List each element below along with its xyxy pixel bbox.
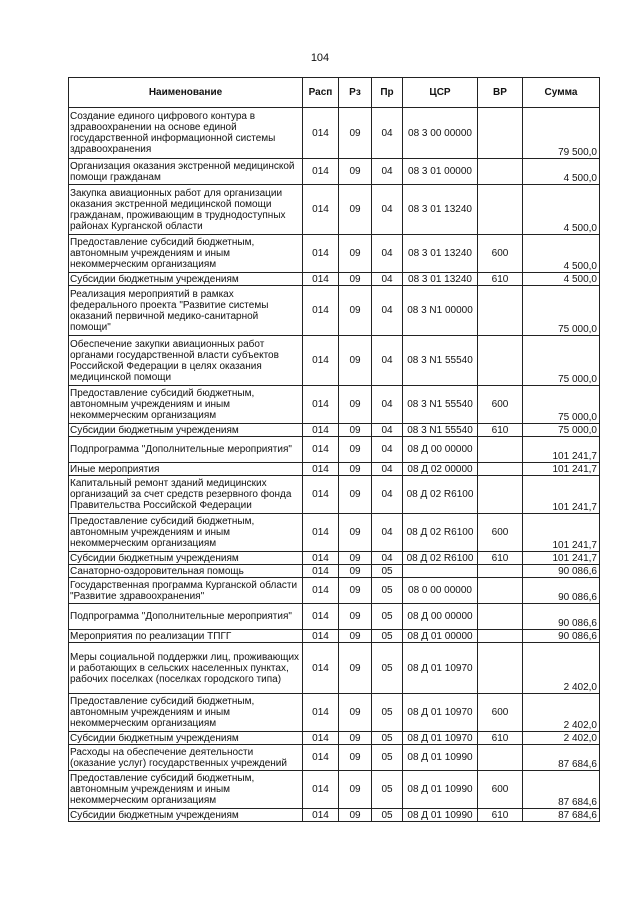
row-vr: 610	[478, 809, 523, 822]
row-name: Предоставление субсидий бюджетным, автономным учреждениям и иным некоммерческим организациям	[69, 235, 303, 273]
row-rasp: 014	[303, 386, 339, 424]
table-row	[69, 732, 600, 745]
row-rz: 09	[339, 273, 372, 286]
row-rz: 09	[339, 604, 372, 630]
row-vr	[478, 159, 523, 185]
row-sum: 87 684,6	[523, 809, 600, 822]
row-name: Капитальный ремонт зданий медицинских организаций за счет средств резервного фонда Правительства Российской Федерации	[69, 476, 303, 514]
row-rasp: 014	[303, 235, 339, 273]
row-pr: 04	[372, 437, 403, 463]
row-pr: 05	[372, 643, 403, 694]
row-rasp: 014	[303, 336, 339, 386]
row-pr: 05	[372, 565, 403, 578]
table-row	[69, 514, 600, 552]
table-row	[69, 185, 600, 235]
row-rz: 09	[339, 235, 372, 273]
row-csr: 08 Д 02 R6100	[403, 514, 478, 552]
row-csr: 08 3 N1 55540	[403, 336, 478, 386]
table-row	[69, 552, 600, 565]
table-row	[69, 437, 600, 463]
row-sum: 101 241,7	[523, 552, 600, 565]
row-sum: 4 500,0	[523, 185, 600, 235]
row-rasp: 014	[303, 604, 339, 630]
row-csr: 08 3 N1 55540	[403, 424, 478, 437]
row-rasp: 014	[303, 286, 339, 336]
row-vr	[478, 578, 523, 604]
row-csr: 08 3 01 13240	[403, 185, 478, 235]
row-rz: 09	[339, 732, 372, 745]
row-csr: 08 Д 00 00000	[403, 437, 478, 463]
row-csr: 08 3 01 13240	[403, 235, 478, 273]
row-csr: 08 Д 01 10990	[403, 771, 478, 809]
row-rz: 09	[339, 694, 372, 732]
row-vr	[478, 437, 523, 463]
row-sum: 75 000,0	[523, 286, 600, 336]
row-csr: 08 3 00 00000	[403, 108, 478, 159]
row-csr: 08 Д 02 00000	[403, 463, 478, 476]
row-pr: 04	[372, 185, 403, 235]
row-sum: 75 000,0	[523, 386, 600, 424]
row-vr	[478, 185, 523, 235]
header-name: Наименование	[69, 78, 303, 108]
row-csr: 08 Д 01 10970	[403, 643, 478, 694]
header-row	[69, 78, 600, 108]
table-row	[69, 604, 600, 630]
row-sum: 87 684,6	[523, 771, 600, 809]
row-rz: 09	[339, 185, 372, 235]
row-sum: 2 402,0	[523, 694, 600, 732]
row-sum: 90 086,6	[523, 565, 600, 578]
row-name: Предоставление субсидий бюджетным, автономным учреждениям и иным некоммерческим организациям	[69, 694, 303, 732]
row-sum: 4 500,0	[523, 273, 600, 286]
row-csr: 08 Д 00 00000	[403, 604, 478, 630]
row-csr: 08 0 00 00000	[403, 578, 478, 604]
header-pr: Пр	[372, 78, 403, 108]
row-csr: 08 Д 01 00000	[403, 630, 478, 643]
row-vr: 610	[478, 273, 523, 286]
row-pr: 05	[372, 732, 403, 745]
row-rz: 09	[339, 809, 372, 822]
row-vr	[478, 476, 523, 514]
row-name: Реализация мероприятий в рамках федерального проекта "Развитие системы оказаний первичной медико-санитарной помощи"	[69, 286, 303, 336]
row-name: Государственная программа Курганской области "Развитие здравоохранения"	[69, 578, 303, 604]
row-pr: 04	[372, 235, 403, 273]
row-sum: 4 500,0	[523, 235, 600, 273]
row-name: Организация оказания экстренной медицинской помощи гражданам	[69, 159, 303, 185]
row-name: Обеспечение закупки авиационных работ органами государственной власти субъектов Российской Федерации в целях оказания медицинской помощи	[69, 336, 303, 386]
row-sum: 90 086,6	[523, 578, 600, 604]
header-vr: ВР	[478, 78, 523, 108]
table-row	[69, 694, 600, 732]
row-name: Закупка авиационных работ для организации оказания экстренной медицинской помощи гражданам, проживающим в труднодоступных районах Курганской области	[69, 185, 303, 235]
page-number: 104	[310, 52, 330, 64]
row-name: Субсидии бюджетным учреждениям	[69, 424, 303, 437]
row-rasp: 014	[303, 552, 339, 565]
row-rasp: 014	[303, 694, 339, 732]
row-rz: 09	[339, 108, 372, 159]
row-rasp: 014	[303, 745, 339, 771]
row-pr: 04	[372, 424, 403, 437]
row-pr: 05	[372, 694, 403, 732]
header-rasp: Расп	[303, 78, 339, 108]
row-name: Субсидии бюджетным учреждениям	[69, 732, 303, 745]
row-rz: 09	[339, 437, 372, 463]
table-row	[69, 424, 600, 437]
row-rz: 09	[339, 476, 372, 514]
table-row	[69, 643, 600, 694]
table-row	[69, 273, 600, 286]
row-vr	[478, 286, 523, 336]
row-rz: 09	[339, 552, 372, 565]
row-name: Подпрограмма "Дополнительные мероприятия"	[69, 604, 303, 630]
row-vr	[478, 463, 523, 476]
row-name: Меры социальной поддержки лиц, проживающих и работающих в сельских населенных пунктах, рабочих поселках (поселках городского типа)	[69, 643, 303, 694]
row-name: Субсидии бюджетным учреждениям	[69, 273, 303, 286]
row-rz: 09	[339, 386, 372, 424]
row-name: Санаторно-оздоровительная помощь	[69, 565, 303, 578]
row-vr	[478, 630, 523, 643]
row-rasp: 014	[303, 476, 339, 514]
row-sum: 75 000,0	[523, 336, 600, 386]
header-csr: ЦСР	[403, 78, 478, 108]
row-name: Иные мероприятия	[69, 463, 303, 476]
row-vr: 600	[478, 514, 523, 552]
row-rasp: 014	[303, 565, 339, 578]
row-vr: 600	[478, 386, 523, 424]
row-sum: 4 500,0	[523, 159, 600, 185]
row-rasp: 014	[303, 578, 339, 604]
table-row	[69, 745, 600, 771]
row-rz: 09	[339, 771, 372, 809]
row-name: Предоставление субсидий бюджетным, автономным учреждениям и иным некоммерческим организациям	[69, 514, 303, 552]
table-row	[69, 336, 600, 386]
row-sum: 101 241,7	[523, 514, 600, 552]
row-sum: 90 086,6	[523, 630, 600, 643]
table-row	[69, 286, 600, 336]
table-body	[69, 108, 600, 822]
row-csr: 08 3 01 13240	[403, 273, 478, 286]
row-rz: 09	[339, 630, 372, 643]
row-rasp: 014	[303, 809, 339, 822]
row-pr: 05	[372, 771, 403, 809]
row-csr: 08 Д 01 10990	[403, 745, 478, 771]
table-row	[69, 771, 600, 809]
row-rasp: 014	[303, 437, 339, 463]
row-csr: 08 Д 02 R6100	[403, 476, 478, 514]
row-vr	[478, 108, 523, 159]
row-csr: 08 3 N1 55540	[403, 386, 478, 424]
row-sum: 75 000,0	[523, 424, 600, 437]
row-name: Субсидии бюджетным учреждениям	[69, 809, 303, 822]
table-row	[69, 386, 600, 424]
row-vr: 610	[478, 732, 523, 745]
row-pr: 04	[372, 336, 403, 386]
header-rz: Рз	[339, 78, 372, 108]
table-row	[69, 463, 600, 476]
row-rz: 09	[339, 578, 372, 604]
row-name: Субсидии бюджетным учреждениям	[69, 552, 303, 565]
row-csr	[403, 565, 478, 578]
row-csr: 08 Д 01 10970	[403, 732, 478, 745]
row-pr: 05	[372, 604, 403, 630]
row-vr: 600	[478, 694, 523, 732]
row-sum: 87 684,6	[523, 745, 600, 771]
row-rasp: 014	[303, 514, 339, 552]
row-rz: 09	[339, 159, 372, 185]
table-row	[69, 578, 600, 604]
table-row	[69, 159, 600, 185]
row-name: Подпрограмма "Дополнительные мероприятия"	[69, 437, 303, 463]
row-vr	[478, 604, 523, 630]
row-rasp: 014	[303, 732, 339, 745]
row-rasp: 014	[303, 424, 339, 437]
row-rz: 09	[339, 745, 372, 771]
table-row	[69, 630, 600, 643]
table-row	[69, 235, 600, 273]
table-row	[69, 476, 600, 514]
row-name: Предоставление субсидий бюджетным, автономным учреждениям и иным некоммерческим организациям	[69, 771, 303, 809]
row-pr: 04	[372, 286, 403, 336]
row-pr: 04	[372, 552, 403, 565]
row-vr: 600	[478, 235, 523, 273]
row-pr: 05	[372, 745, 403, 771]
row-vr: 600	[478, 771, 523, 809]
row-sum: 79 500,0	[523, 108, 600, 159]
row-sum: 101 241,7	[523, 463, 600, 476]
row-csr: 08 3 01 00000	[403, 159, 478, 185]
row-sum: 101 241,7	[523, 437, 600, 463]
header-sum: Сумма	[523, 78, 600, 108]
row-pr: 04	[372, 463, 403, 476]
row-rz: 09	[339, 565, 372, 578]
row-pr: 04	[372, 514, 403, 552]
row-rz: 09	[339, 643, 372, 694]
row-sum: 2 402,0	[523, 732, 600, 745]
row-pr: 04	[372, 108, 403, 159]
row-rz: 09	[339, 463, 372, 476]
row-name: Предоставление субсидий бюджетным, автономным учреждениям и иным некоммерческим организациям	[69, 386, 303, 424]
row-name: Расходы на обеспечение деятельности (оказание услуг) государственных учреждений	[69, 745, 303, 771]
row-rasp: 014	[303, 630, 339, 643]
row-rasp: 014	[303, 771, 339, 809]
row-vr	[478, 565, 523, 578]
row-vr	[478, 745, 523, 771]
row-name: Создание единого цифрового контура в здравоохранении на основе единой государственной информационной системы здравоохранения	[69, 108, 303, 159]
row-rz: 09	[339, 336, 372, 386]
row-pr: 04	[372, 159, 403, 185]
row-vr	[478, 336, 523, 386]
row-pr: 04	[372, 273, 403, 286]
row-csr: 08 Д 02 R6100	[403, 552, 478, 565]
row-pr: 05	[372, 578, 403, 604]
row-pr: 05	[372, 809, 403, 822]
row-name: Мероприятия по реализации ТПГГ	[69, 630, 303, 643]
row-vr: 610	[478, 552, 523, 565]
table-row	[69, 108, 600, 159]
row-pr: 04	[372, 476, 403, 514]
row-rasp: 014	[303, 159, 339, 185]
row-sum: 101 241,7	[523, 476, 600, 514]
budget-table	[68, 77, 600, 822]
row-rz: 09	[339, 424, 372, 437]
row-sum: 90 086,6	[523, 604, 600, 630]
row-csr: 08 Д 01 10970	[403, 694, 478, 732]
row-rasp: 014	[303, 185, 339, 235]
row-rz: 09	[339, 514, 372, 552]
row-rasp: 014	[303, 463, 339, 476]
table-row	[69, 809, 600, 822]
row-rasp: 014	[303, 643, 339, 694]
row-sum: 2 402,0	[523, 643, 600, 694]
row-pr: 05	[372, 630, 403, 643]
table-row	[69, 565, 600, 578]
row-rasp: 014	[303, 108, 339, 159]
row-vr	[478, 643, 523, 694]
row-vr: 610	[478, 424, 523, 437]
row-rz: 09	[339, 286, 372, 336]
row-rasp: 014	[303, 273, 339, 286]
row-pr: 04	[372, 386, 403, 424]
row-csr: 08 Д 01 10990	[403, 809, 478, 822]
row-csr: 08 3 N1 00000	[403, 286, 478, 336]
